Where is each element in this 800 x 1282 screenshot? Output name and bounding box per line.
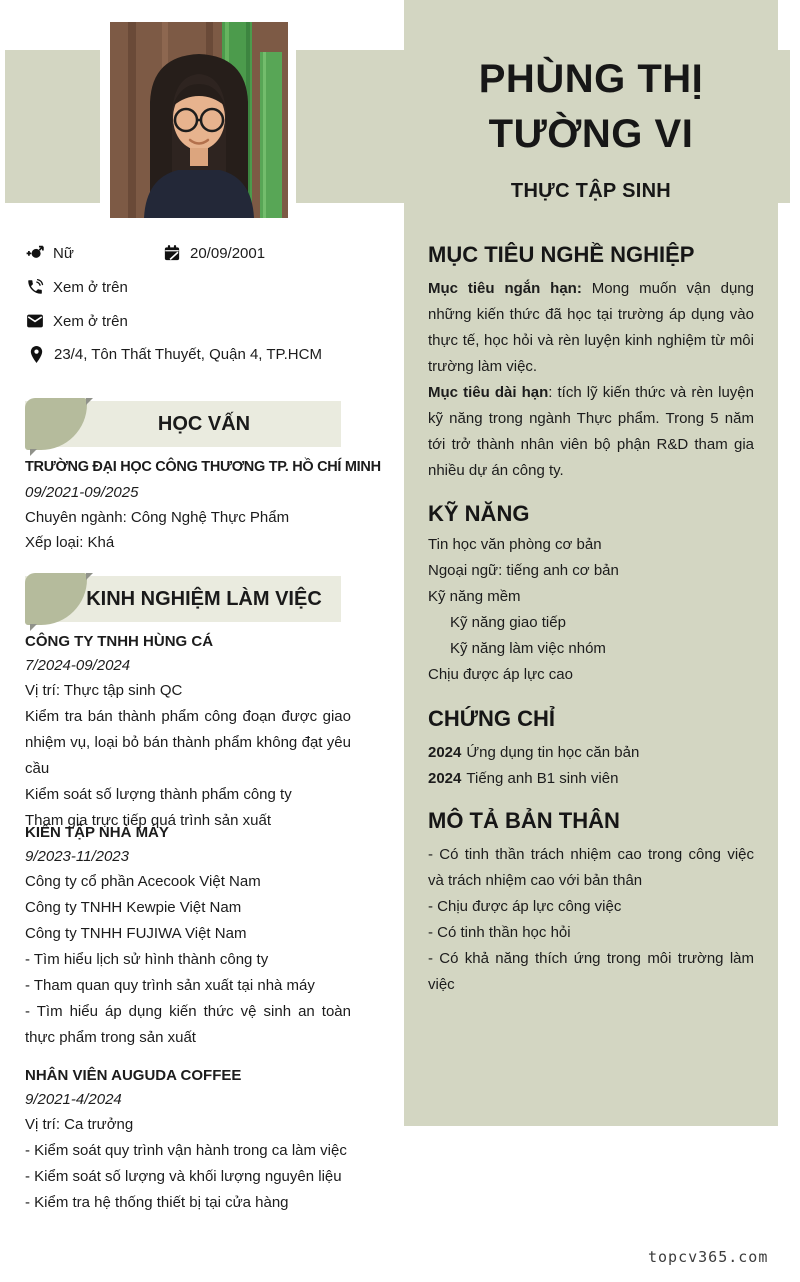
objective-long-paragraph (428, 380, 754, 484)
skill-item: Kỹ năng làm việc nhóm (450, 640, 606, 657)
skill-item: Chịu được áp lực cao (428, 666, 573, 683)
experience-job (25, 821, 351, 1051)
left-accent-band (5, 50, 100, 203)
profile-photo (110, 22, 288, 218)
education-section-header (25, 401, 341, 447)
about-item: - Chịu được áp lực công việc (428, 898, 622, 915)
calendar-icon (163, 244, 181, 262)
skill-item: Tin học văn phòng cơ bản (428, 536, 602, 553)
job-line: Công ty TNHH Kewpie Việt Nam (25, 899, 242, 916)
certificates-heading: CHỨNG CHỈ (428, 706, 556, 731)
contact-email-row (26, 311, 128, 331)
job-period: 9/2023-11/2023 (25, 848, 129, 865)
about-item: - Có tinh thần trách nhiệm cao trong công việc và trách nhiệm cao với bản thân (428, 846, 754, 889)
skills-heading: KỸ NĂNG (428, 501, 530, 526)
address-value: 23/4, Tôn Thất Thuyết, Quận 4, TP.HCM (54, 345, 322, 363)
certificate-item (428, 740, 754, 766)
gender-icon (26, 244, 44, 262)
objective-long-label: Mục tiêu dài hạn (428, 384, 549, 401)
job-title: CÔNG TY TNHH HÙNG CÁ (25, 633, 214, 650)
phone-value: Xem ở trên (53, 278, 128, 296)
about-heading: MÔ TẢ BẢN THÂN (428, 808, 620, 833)
watermark-text: topcv365.com (648, 1248, 769, 1266)
objective-short-paragraph (428, 276, 754, 380)
contact-dob-row (163, 243, 265, 263)
job-line: - Kiểm soát số lượng và khối lượng nguyên liệu (25, 1168, 342, 1185)
objective-short-label: Mục tiêu ngắn hạn: (428, 280, 582, 297)
education-period: 09/2021-09/2025 (25, 484, 139, 501)
education-major: Chuyên ngành: Công Nghệ Thực Phẩm (25, 509, 290, 526)
candidate-title: THỰC TẬP SINH (510, 180, 672, 202)
education-school: TRƯỜNG ĐẠI HỌC CÔNG THƯƠNG TP. HỒ CHÍ MINH (25, 459, 381, 475)
about-list (428, 842, 754, 998)
objective-long-text: : tích lỹ kiến thức và rèn luyện kỹ năng trong ngành Thực phẩm. Trong 5 năm tới trở thành nhân viên bộ phận R&D tham gia nhiều dự án công ty. (428, 384, 754, 479)
objective-short-text: Mong muốn vận dụng những kiến thức đã học tại trường áp dụng vào thực tế, học hỏi và rèn luyện kinh nghiệm từ môi trường làm việc. (428, 280, 754, 375)
skill-item: Ngoại ngữ: tiếng anh cơ bản (428, 562, 619, 579)
location-pin-icon (27, 345, 45, 363)
job-period: 9/2021-4/2024 (25, 1091, 122, 1108)
certificate-text: Tiếng anh B1 sinh viên (466, 770, 619, 787)
candidate-name-line1: PHÙNG THỊ (478, 57, 704, 101)
candidate-name-line2: TƯỜNG VI (488, 112, 694, 156)
email-value: Xem ở trên (53, 312, 128, 330)
objective-body (428, 276, 754, 484)
education-heading: HỌC VẤN (157, 413, 251, 435)
job-period: 7/2024-09/2024 (25, 657, 131, 674)
profile-photo-image (110, 22, 288, 218)
job-title: KIẾN TẬP NHÀ MÁY (25, 824, 169, 841)
objective-heading: MỤC TIÊU NGHỀ NGHIỆP (428, 242, 695, 267)
education-block (25, 455, 381, 555)
job-line: Công ty TNHH FUJIWA Việt Nam (25, 925, 247, 942)
candidate-name (404, 52, 778, 162)
about-item: - Có khả năng thích ứng trong môi trường làm việc (428, 950, 754, 993)
phone-icon (26, 278, 44, 296)
job-line: Vị trí: Ca trưởng (25, 1116, 134, 1133)
experience-job (25, 630, 351, 834)
certificate-item (428, 766, 754, 792)
certificate-text: Ứng dụng tin học căn bản (466, 744, 640, 761)
certificates-list (428, 740, 754, 792)
about-item: - Có tinh thần học hỏi (428, 924, 571, 941)
job-line: Kiểm tra bán thành phẩm công đoạn được giao nhiệm vụ, loại bỏ bán thành phẩm không đạt yêu cầu (25, 708, 351, 777)
experience-section-header (25, 576, 341, 622)
job-line: - Kiểm tra hệ thống thiết bị tại cửa hàng (25, 1194, 289, 1211)
job-line: - Tham quan quy trình sản xuất tại nhà máy (25, 977, 315, 994)
job-line: - Tìm hiểu áp dụng kiến thức vệ sinh an toàn thực phẩm trong sản xuất (25, 1003, 351, 1046)
job-line: Công ty cổ phần Acecook Việt Nam (25, 873, 261, 890)
job-line: Tham gia trực tiếp quá trình sản xuất (25, 812, 271, 829)
job-line: Vị trí: Thực tập sinh QC (25, 682, 183, 699)
job-title: NHÂN VIÊN AUGUDA COFFEE (25, 1067, 242, 1084)
skill-item: Kỹ năng giao tiếp (450, 614, 566, 631)
certificate-year: 2024 (428, 744, 462, 761)
contact-address-row (27, 344, 322, 364)
skills-list (428, 532, 754, 688)
experience-heading: KINH NGHIỆM LÀM VIỆC (86, 588, 322, 610)
education-grade: Xếp loại: Khá (25, 534, 115, 551)
skill-item: Kỹ năng mềm (428, 588, 521, 605)
contact-phone-row (26, 277, 128, 297)
certificate-year: 2024 (428, 770, 462, 787)
experience-job (25, 1064, 351, 1216)
contact-gender-row (26, 243, 74, 263)
email-icon (26, 312, 44, 330)
gender-value: Nữ (53, 244, 74, 262)
job-line: - Kiểm soát quy trình vận hành trong ca làm việc (25, 1142, 347, 1159)
dob-value: 20/09/2001 (190, 244, 266, 262)
job-line: Kiểm soát số lượng thành phẩm công ty (25, 786, 292, 803)
job-line: - Tìm hiểu lịch sử hình thành công ty (25, 951, 269, 968)
